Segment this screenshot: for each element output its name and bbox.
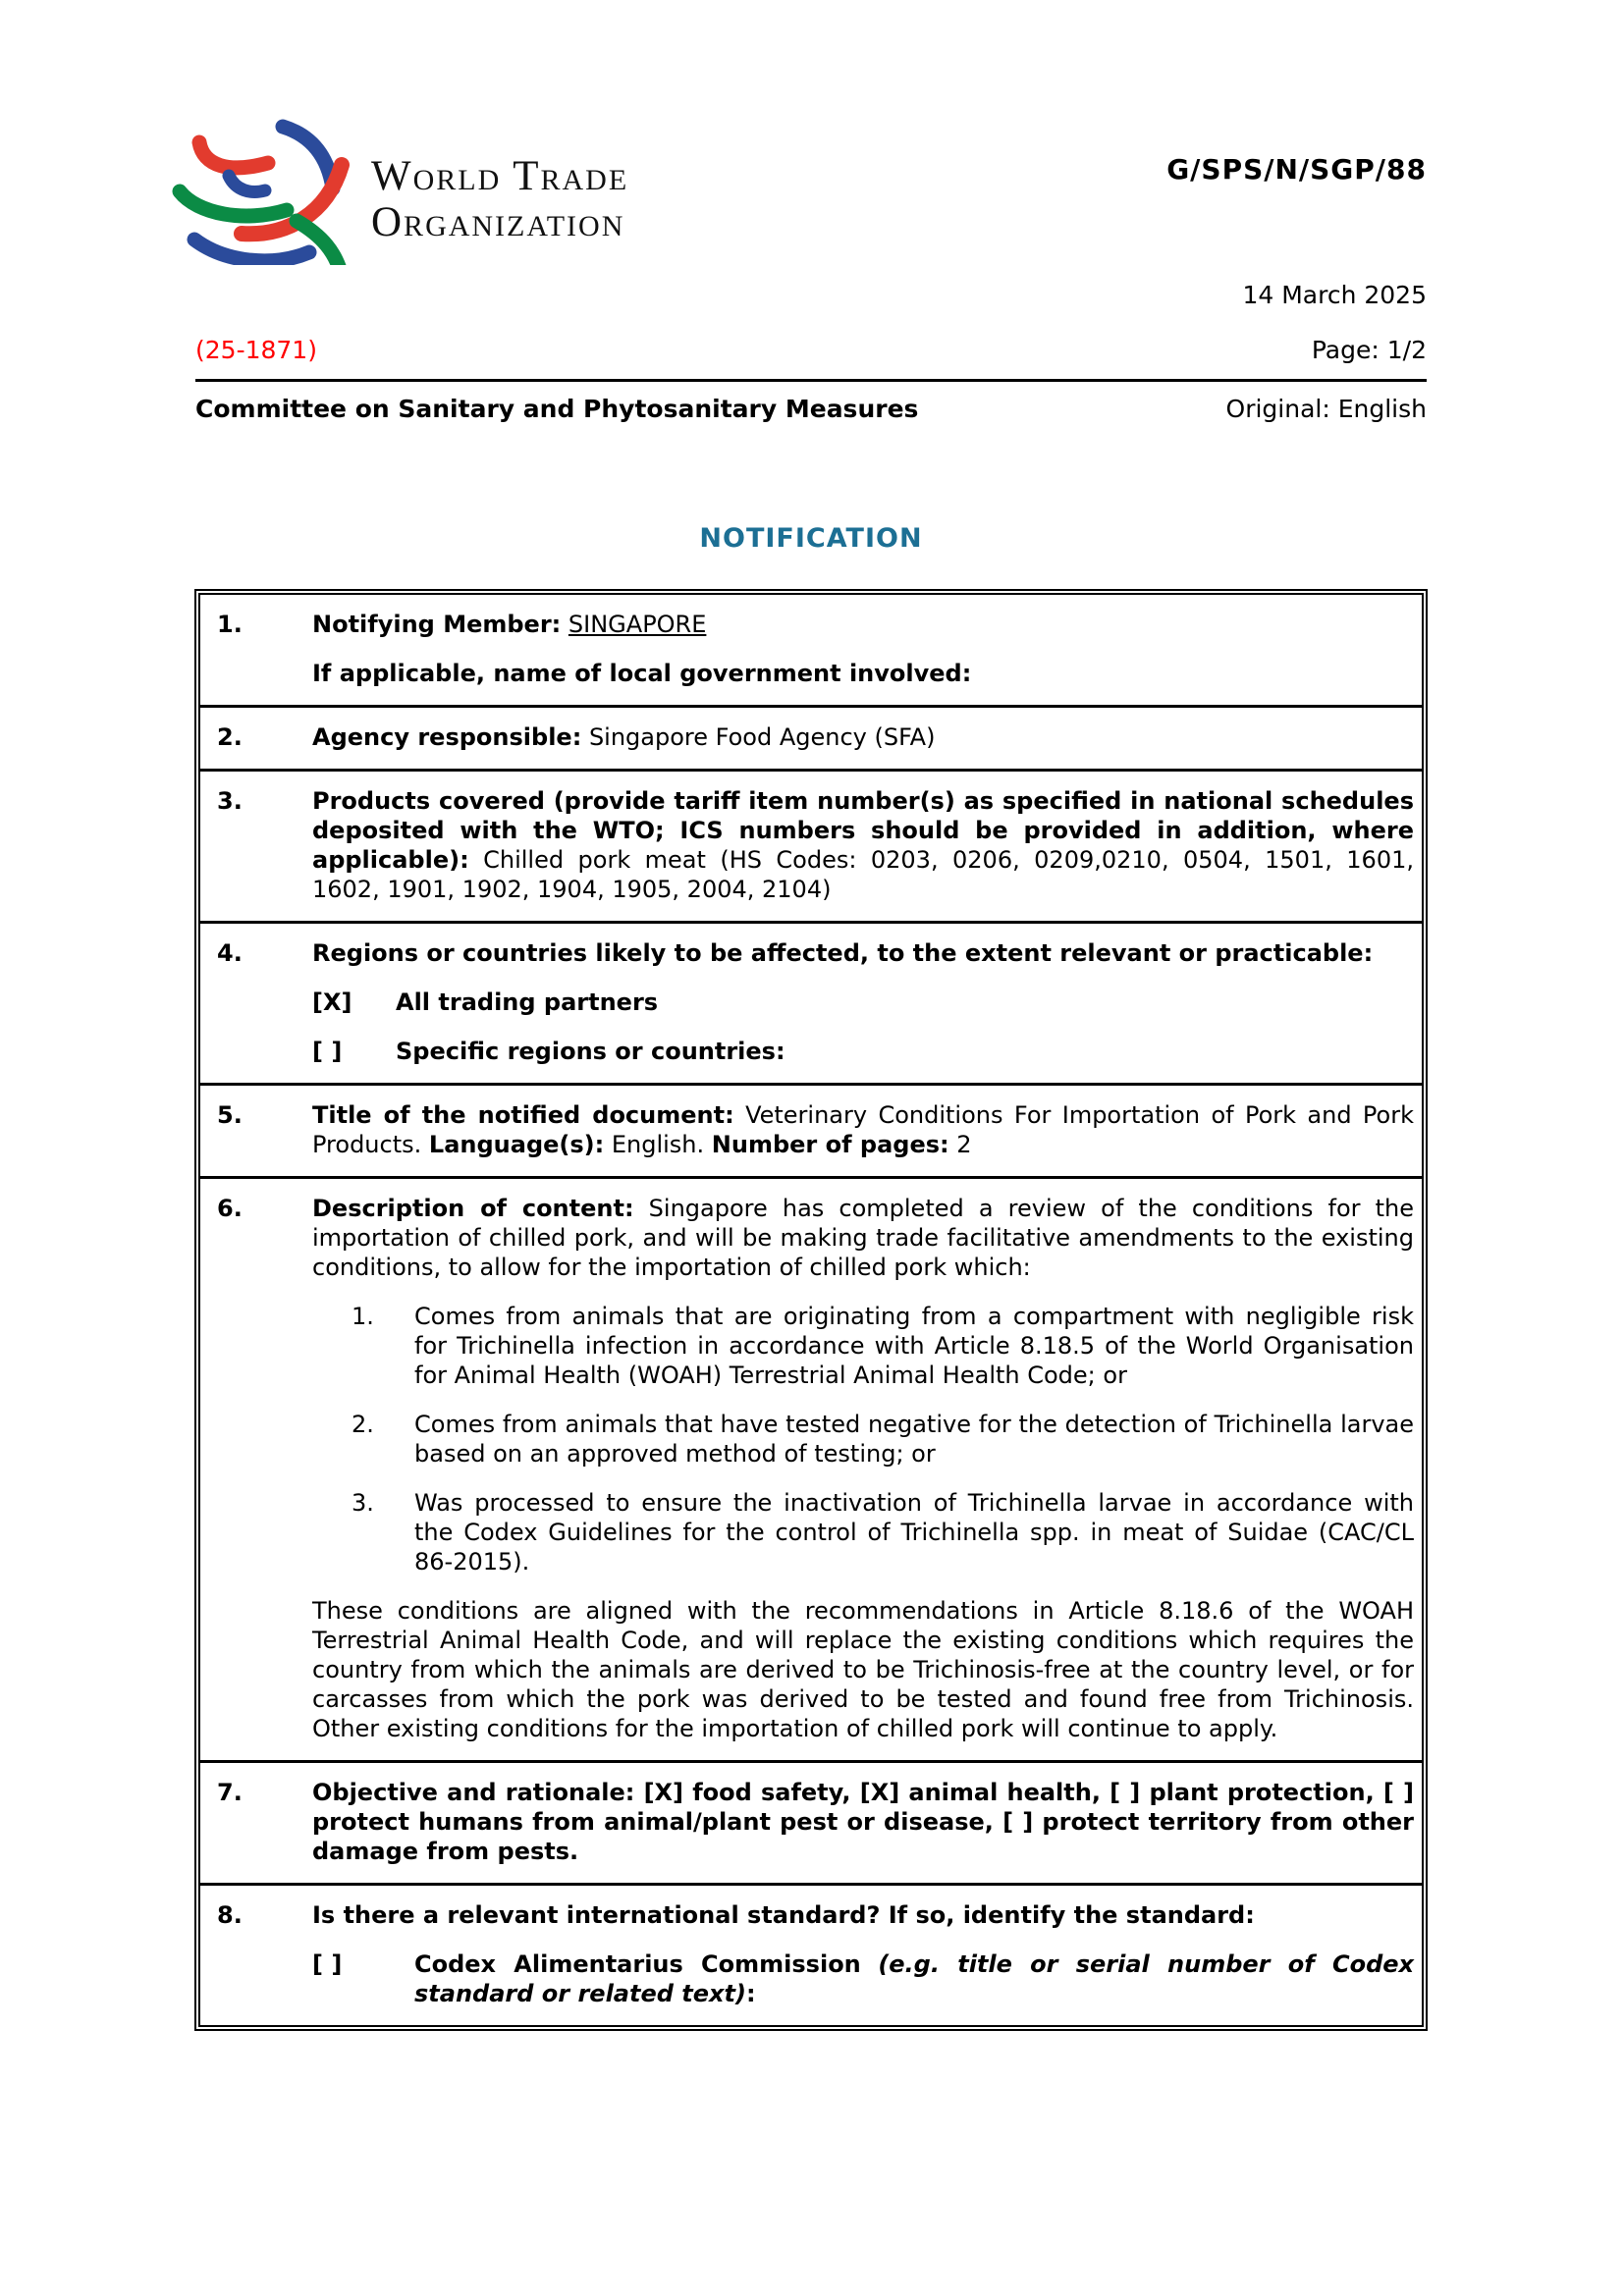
row-content [312, 1763, 1422, 1883]
field-value: SINGAPORE [568, 611, 707, 638]
checkbox-unchecked: [ ] [312, 1950, 343, 1978]
doc-date: 14 March 2025 [1242, 281, 1427, 309]
row-content [312, 924, 1422, 1083]
option-label [414, 1949, 1414, 2008]
option-label: Specific regions or countries: [396, 1038, 785, 1065]
row-number: 5. [217, 1101, 243, 1129]
list-item-text: Was processed to ensure the inactivation of Trichinella larvae in accordance with the Codex Guidelines for the control of Trichinella spp. in meat of Suidae (CAC/CL 86-2015). [414, 1489, 1414, 1575]
field-value: Singapore Food Agency (SFA) [588, 723, 936, 751]
row-content [312, 1179, 1422, 1760]
notification-title: NOTIFICATION [699, 523, 923, 554]
codex-label: Codex Alimentarius Commission [414, 1950, 861, 1978]
field-value: Chilled pork meat (HS Codes: 0203, 0206, 0209,0210, 0504, 1501, 1601, 1602, 1901, 1902, 1904, 1905, 2004, 2104) [312, 846, 1414, 903]
doc-symbol: G/SPS/N/SGP/88 [1166, 153, 1427, 186]
international-standard-label: Is there a relevant international standard? If so, identify the standard: [312, 1901, 1255, 1929]
list-item-text: Comes from animals that have tested negative for the detection of Trichinella larvae based on an approved method of testing; or [414, 1411, 1414, 1468]
original-language: Original: English [1225, 395, 1427, 423]
products-covered-line [312, 786, 1414, 904]
table-row-3 [200, 772, 1422, 924]
list-item [352, 1410, 1414, 1468]
codex-suffix: : [745, 1980, 756, 2007]
row-number: 4. [217, 939, 243, 967]
field-label: Language(s): [428, 1131, 605, 1158]
table-row-6 [200, 1179, 1422, 1763]
org-name [371, 153, 628, 245]
table-row-7 [200, 1763, 1422, 1886]
field-value: English. [611, 1131, 705, 1158]
notifying-member-line [312, 610, 1414, 639]
checkbox-unchecked: [ ] [312, 1038, 343, 1065]
field-label: Description of content: [312, 1195, 634, 1222]
list-marker: 1. [352, 1303, 374, 1330]
field-value: Singapore has completed a review of the conditions for the importation of chilled pork, and will be making trade facilitative amendments to the existing conditions, to allow for the importation of chilled pork which: [312, 1195, 1414, 1281]
row-content [312, 1086, 1422, 1176]
reference-row [195, 336, 1427, 365]
option-codex [312, 1949, 1414, 2008]
ref-number: (25-1871) [195, 336, 317, 364]
row-content [312, 595, 1422, 705]
list-item [352, 1302, 1414, 1390]
codex-note: (e.g. title or serial number of Codex standard or related text) [414, 1950, 1414, 2007]
table-row-1 [200, 595, 1422, 708]
table-row-4 [200, 924, 1422, 1086]
local-government-line: If applicable, name of local government involved: [312, 660, 972, 687]
field-value: Veterinary Conditions For Importation of Pork and Pork Products. [312, 1101, 1414, 1158]
title-of-document-line [312, 1100, 1414, 1159]
header-divider [195, 379, 1427, 382]
option-specific-regions [312, 1037, 1414, 1066]
committee-name: Committee on Sanitary and Phytosanitary Measures [195, 395, 919, 423]
list-marker: 3. [352, 1489, 374, 1517]
field-label: Number of pages: [711, 1131, 949, 1158]
row-number: 1. [217, 611, 243, 638]
row-number: 3. [217, 787, 243, 815]
checkbox-checked: [X] [312, 988, 352, 1016]
row-number: 7. [217, 1779, 243, 1806]
wto-logo [135, 83, 353, 265]
row-number: 8. [217, 1901, 243, 1929]
notification-table [194, 589, 1428, 2031]
field-label: Notifying Member: [312, 611, 562, 638]
committee-row [195, 395, 1427, 424]
description-intro [312, 1194, 1414, 1282]
regions-affected-label: Regions or countries likely to be affected, to the extent relevant or practicable: [312, 939, 1374, 967]
row-number: 2. [217, 723, 243, 751]
table-row-5 [200, 1086, 1422, 1179]
org-name-line2: Organization [371, 199, 625, 245]
list-item [352, 1488, 1414, 1576]
row-content [312, 708, 1422, 769]
objective-rationale-line: Objective and rationale: [X] food safety, [X] animal health, [ ] plant protection, [ ] protect humans from animal/plant pest or disease, [ ] protect territory from other damage from pests. [312, 1779, 1414, 1865]
description-outro: These conditions are aligned with the recommendations in Article 8.18.6 of the WOAH Terrestrial Animal Health Code, and will replace the existing conditions which requires the country from which the animals are derived to be Trichinosis-free at the country level, or for carcasses from which the pork was derived to be tested and found free from Trichinosis. Other existing conditions for the importation of chilled pork will continue to apply. [312, 1597, 1414, 1742]
wto-globe-icon [135, 83, 353, 265]
field-label: Products covered (provide tariff item number(s) as specified in national schedules deposited with the WTO; ICS numbers should be provided in addition, where applicable): [312, 787, 1414, 874]
field-label: Agency responsible: [312, 723, 582, 751]
row-content [312, 772, 1422, 921]
page-indicator: Page: 1/2 [1311, 336, 1427, 364]
list-item-text: Comes from animals that are originating from a compartment with negligible risk for Trichinella infection in accordance with Article 8.18.5 of the World Organisation for Animal Health (WOAH) Terrestrial Animal Health Code; or [414, 1303, 1414, 1389]
row-content [312, 1886, 1422, 2025]
org-name-line1: World Trade [371, 153, 629, 199]
table-row-2 [200, 708, 1422, 772]
field-value: 2 [956, 1131, 972, 1158]
agency-line [312, 722, 1414, 752]
option-all-trading-partners [312, 988, 1414, 1017]
table-row-8 [200, 1886, 1422, 2025]
list-marker: 2. [352, 1411, 374, 1438]
field-label: Title of the notified document: [312, 1101, 734, 1129]
row-number: 6. [217, 1195, 243, 1222]
option-label: All trading partners [396, 988, 659, 1016]
